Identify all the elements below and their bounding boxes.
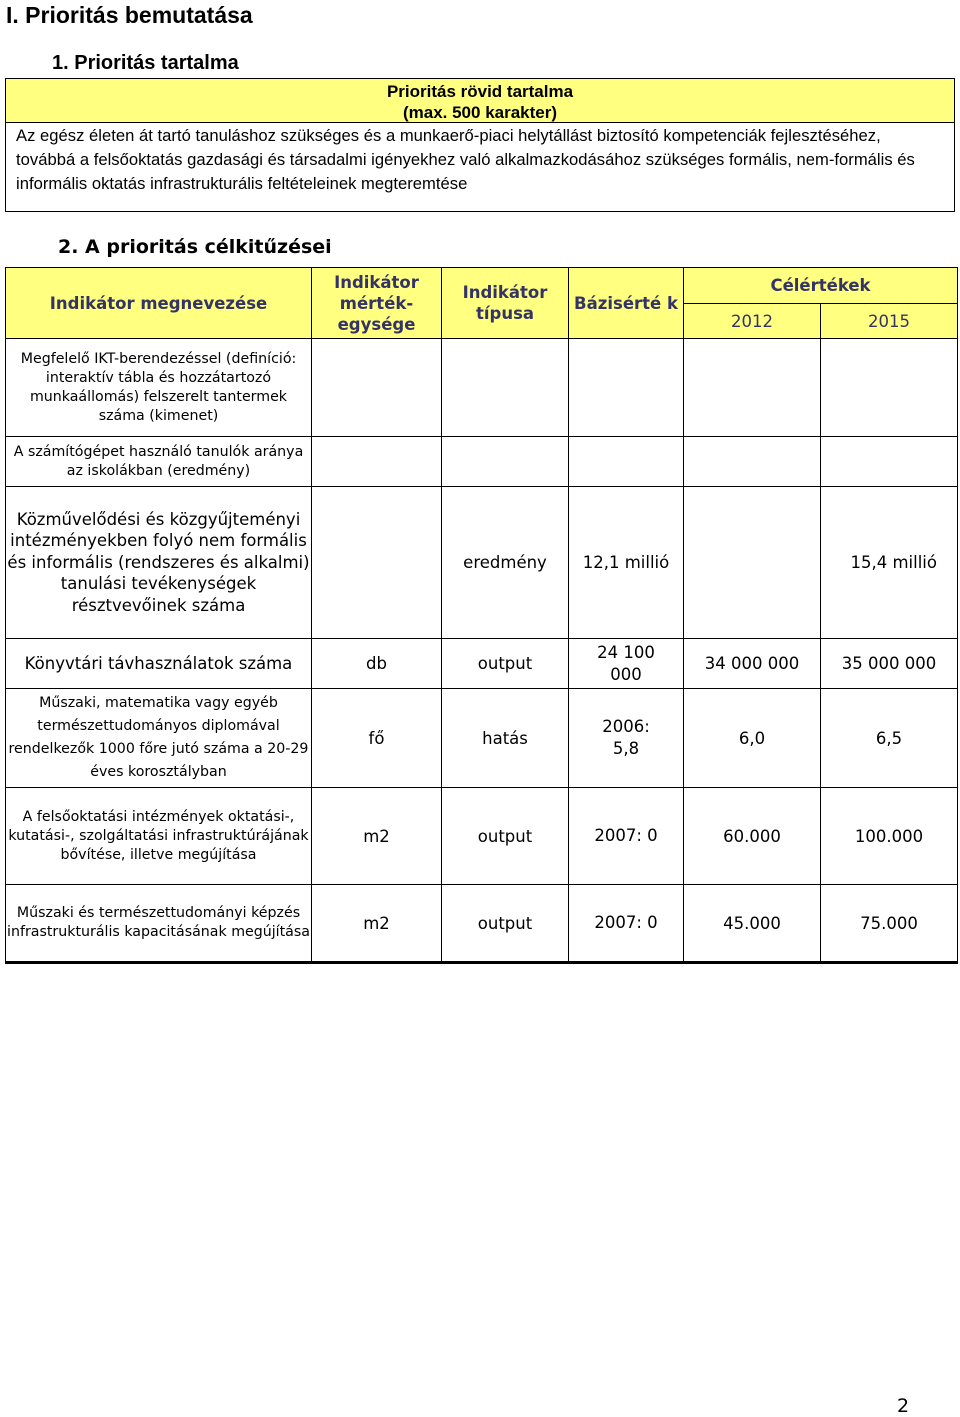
summary-text: Az egész életen át tartó tanuláshoz szükséges és a munkaerő-piaci helytállást biztosító kompetenciák fejlesztéséhez, továbbá a felsőoktatás gazdasági és társadalmi igényekhez való alkalmazkodásához szükséges formális, nem-formális és informális oktatás infrastrukturális feltételeinek megteremtése (16, 126, 915, 193)
cell-type: hatás (442, 689, 569, 788)
header-type: Indikátor típusa (442, 268, 569, 339)
cell-name: Megfelelő IKT-berendezéssel (definíció: interaktív tábla és hozzátartozó munkaállomás) felszerelt tantermek száma (kimenet) (6, 339, 312, 437)
section-title: I. Prioritás bemutatása (6, 2, 253, 28)
cell-base (569, 437, 684, 487)
cell-2012: 34 000 000 (684, 639, 821, 689)
table-row (6, 437, 958, 487)
cell-type (442, 437, 569, 487)
summary-box-heading (6, 79, 954, 123)
table-row (6, 339, 958, 437)
header-year-2015: 2015 (821, 304, 958, 339)
cell-type: eredmény (442, 487, 569, 639)
cell-2015 (821, 339, 958, 437)
cell-unit: fő (312, 689, 442, 788)
cell-unit (312, 339, 442, 437)
cell-type: output (442, 788, 569, 885)
cell-unit: m2 (312, 885, 442, 963)
cell-unit (312, 487, 442, 639)
cell-unit: m2 (312, 788, 442, 885)
header-year-2012: 2012 (684, 304, 821, 339)
table-row (6, 689, 958, 788)
cell-name: Könyvtári távhasználatok száma (6, 639, 312, 689)
summary-heading-line2: (max. 500 karakter) (402, 103, 558, 122)
table-row (6, 639, 958, 689)
indicator-table (5, 267, 958, 964)
summary-heading-line1: Prioritás rövid tartalma (386, 82, 574, 101)
cell-type (442, 339, 569, 437)
cell-name: A számítógépet használó tanulók aránya az iskolákban (eredmény) (6, 437, 312, 487)
cell-base: 2007: 0 (569, 885, 684, 963)
table-header-row (6, 268, 958, 304)
cell-unit (312, 437, 442, 487)
cell-2015: 100.000 (821, 788, 958, 885)
subsection-title: 1. Prioritás tartalma (52, 52, 239, 74)
cell-base: 2007: 0 (569, 788, 684, 885)
cell-name: Műszaki és természettudományi képzés infrastrukturális kapacitásának megújítása (6, 885, 312, 963)
cell-2012 (684, 339, 821, 437)
cell-unit: db (312, 639, 442, 689)
cell-2015: 15,4 millió (821, 487, 958, 639)
cell-2012 (684, 487, 821, 639)
table-row (6, 487, 958, 639)
header-targets: Célértékek (684, 268, 958, 304)
cell-name: Műszaki, matematika vagy egyéb természettudományos diplomával rendelkezők 1000 főre jutó száma a 20-29 éves korosztályban (6, 689, 312, 788)
cell-2012 (684, 437, 821, 487)
header-base: Bázisérté k (569, 268, 684, 339)
page-number: 2 (897, 1395, 910, 1417)
cell-base: 12,1 millió (569, 487, 684, 639)
cell-type: output (442, 639, 569, 689)
header-unit: Indikátor mérték- egysége (312, 268, 442, 339)
objectives-title: 2. A prioritás célkitűzései (58, 236, 332, 258)
cell-base: 2006: 5,8 (569, 689, 684, 788)
table-row (6, 788, 958, 885)
summary-box (5, 78, 955, 212)
header-name: Indikátor megnevezése (6, 268, 312, 339)
cell-base: 24 100 000 (569, 639, 684, 689)
cell-2012: 6,0 (684, 689, 821, 788)
cell-2015 (821, 437, 958, 487)
cell-2015: 6,5 (821, 689, 958, 788)
cell-2012: 45.000 (684, 885, 821, 963)
cell-name: Közművelődési és közgyűjteményi intézményekben folyó nem formális és informális (rendszeres és alkalmi) tanulási tevékenységek résztvevőinek száma (6, 487, 312, 639)
table-row (6, 885, 958, 963)
cell-base (569, 339, 684, 437)
cell-type: output (442, 885, 569, 963)
cell-2015: 35 000 000 (821, 639, 958, 689)
cell-2012: 60.000 (684, 788, 821, 885)
cell-2015: 75.000 (821, 885, 958, 963)
cell-name: A felsőoktatási intézmények oktatási-, kutatási-, szolgáltatási infrastruktúrájának bővítése, illetve megújítása (6, 788, 312, 885)
